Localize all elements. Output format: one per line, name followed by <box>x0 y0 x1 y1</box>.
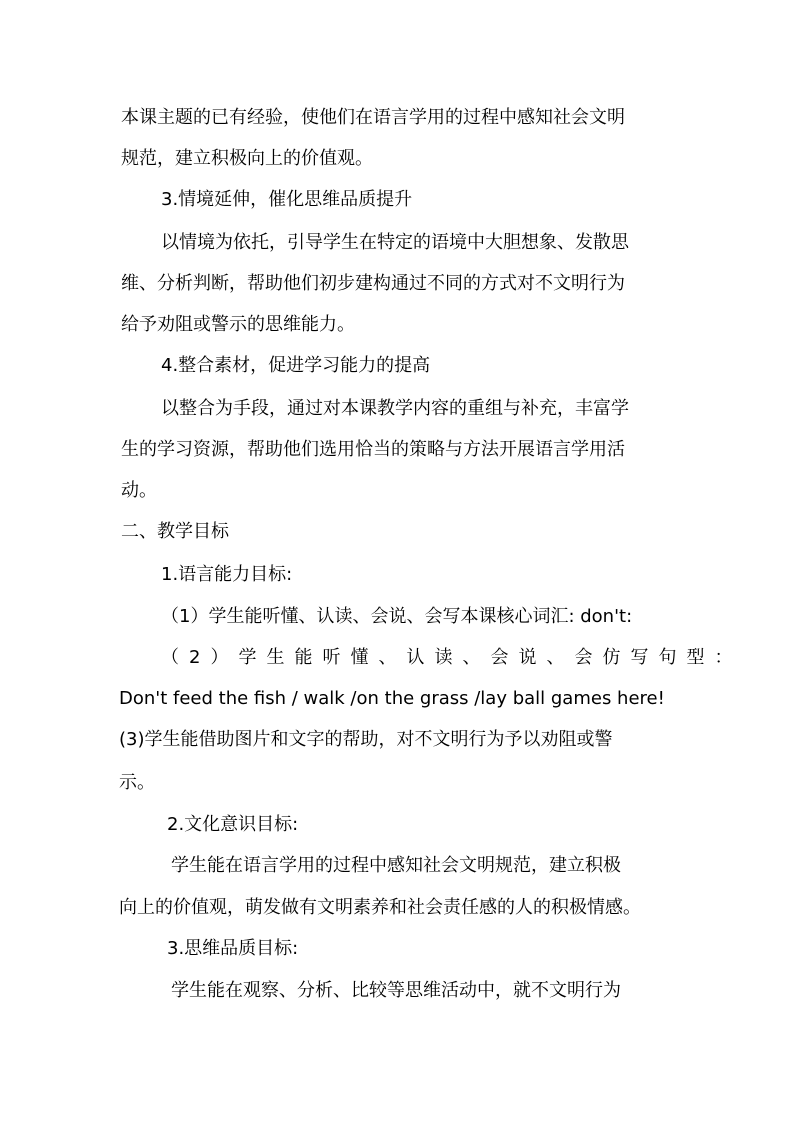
body-text-line: 学生能在观察、分析、比较等思维活动中，就不文明行为 <box>171 980 621 1001</box>
subsection-heading: 2.文化意识目标: <box>167 814 299 835</box>
body-text-line: 规范，建立积极向上的价值观。 <box>121 148 373 169</box>
body-text-line: 本课主题的已有经验，使他们在语言学用的过程中感知社会文明 <box>121 107 625 128</box>
body-text-line: 维、分析判断，帮助他们初步建构通过不同的方式对不文明行为 <box>121 273 625 294</box>
objective-item <box>161 646 743 670</box>
body-text-line: 动。 <box>121 480 157 501</box>
english-sentence-pattern: Don't feed the fish / walk /on the grass /lay ball games here! <box>119 688 665 709</box>
subsection-heading: 3.思维品质目标: <box>167 938 299 959</box>
body-text-line: 以情境为依托，引导学生在特定的语境中大胆想象、发散思 <box>161 232 629 253</box>
body-text-line: 向上的价值观，萌发做有文明素养和社会责任感的人的积极情感。 <box>119 897 641 918</box>
body-text-line: 示。 <box>119 772 155 793</box>
body-text-line: 生的学习资源，帮助他们选用恰当的策略与方法开展语言学用活 <box>121 439 625 460</box>
section-heading: 3.情境延伸，催化思维品质提升 <box>161 189 413 210</box>
section-heading: 4.整合素材，促进学习能力的提高 <box>161 355 431 376</box>
objective-item: (3)学生能借助图片和文字的帮助，对不文明行为予以劝阻或警 <box>119 729 613 750</box>
subsection-heading: 1.语言能力目标: <box>161 564 293 585</box>
body-text-line: 给予劝阻或警示的思维能力。 <box>121 314 355 335</box>
chapter-heading: 二、教学目标 <box>121 521 229 542</box>
objective-item: （1）学生能听懂、认读、会说、会写本课核心词汇: don't: <box>161 606 633 627</box>
body-text-line: 以整合为手段，通过对本课教学内容的重组与补充，丰富学 <box>161 398 629 419</box>
body-text-line: 学生能在语言学用的过程中感知社会文明规范，建立积极 <box>171 855 621 876</box>
objective-item-text: （2）学生能听懂、认读、会说、会仿写句型： <box>161 647 743 668</box>
